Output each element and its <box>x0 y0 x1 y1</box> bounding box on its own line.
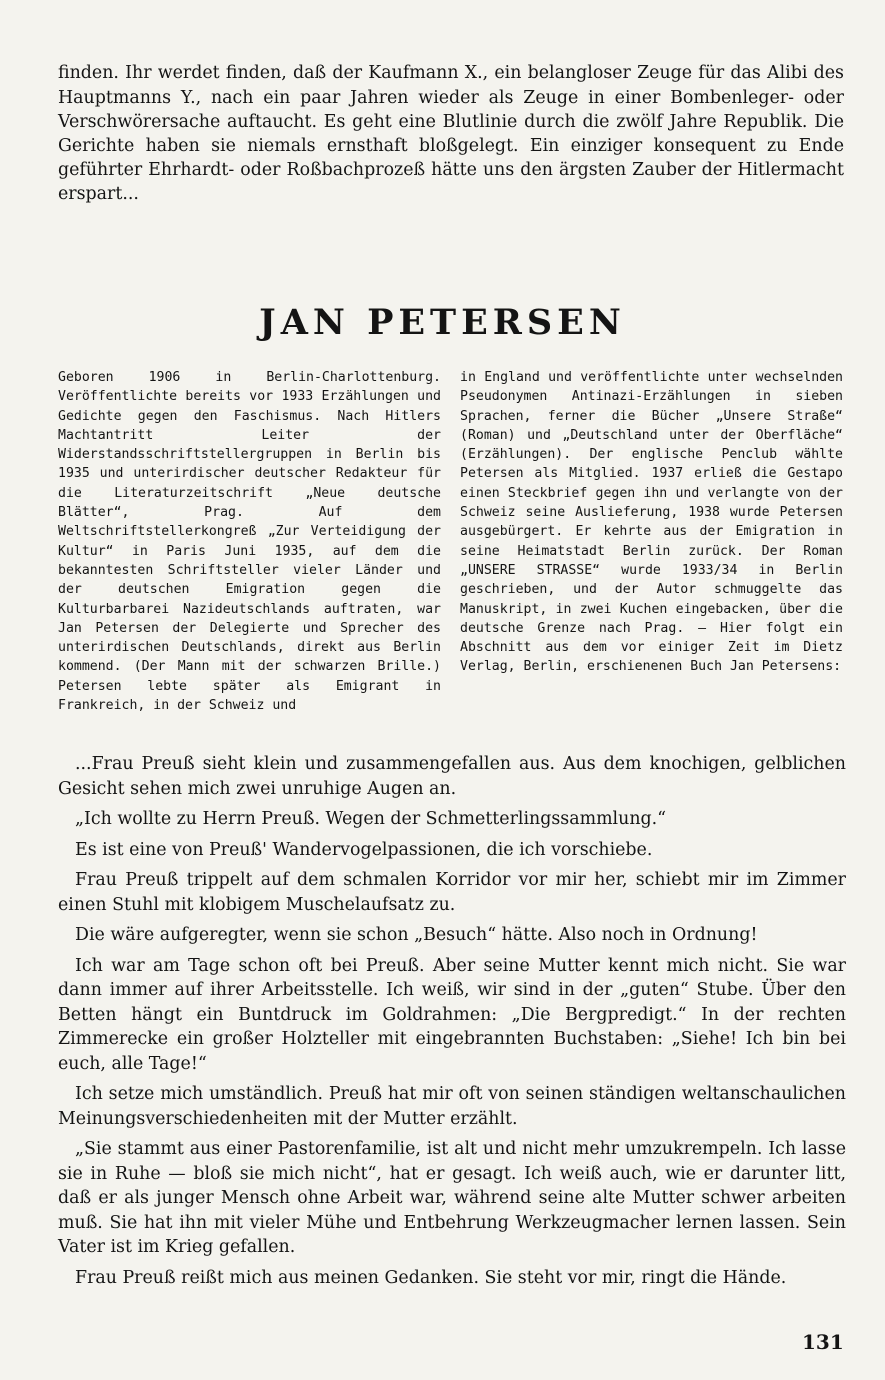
story-paragraph: Ich setze mich umständlich. Preuß hat mir oft von seinen ständigen weltanschaulichen Meinungsverschiedenheiten mit der Mutter erzählt. <box>58 1084 846 1129</box>
page-number: 131 <box>802 1330 844 1354</box>
story-paragraph: Ich war am Tage schon oft bei Preuß. Aber seine Mutter kennt mich nicht. Sie war dann immer auf ihrer Arbeitsstelle. Ich weiß, wir sind in der „guten“ Stube. Über den Betten hängt ein Buntdruck im Goldrahmen: „Die Bergpredigt.“ In der rechten Zimmerecke ein großer Holzteller mit eingebrannten Buchstaben: „Siehe! Ich bin bei euch, alle Tage!“ <box>58 955 846 1074</box>
story-paragraph: Frau Preuß trippelt auf dem schmalen Korridor vor mir her, schiebt mir im Zimmer einen Stuhl mit klobigem Muschelaufsatz zu. <box>58 870 846 915</box>
story-paragraph: Frau Preuß reißt mich aus meinen Gedanken. Sie steht vor mir, ringt die Hände. <box>75 1267 787 1288</box>
story-paragraph: „Ich wollte zu Herrn Preuß. Wegen der Schmetterlingssammlung.“ <box>75 809 667 829</box>
intro-paragraph: finden. Ihr werdet finden, daß der Kaufmann X., ein belangloser Zeuge für das Alibi des Hauptmanns Y., nach ein paar Jahren wieder als Zeuge in einer Bombenleger- oder Verschwörersache auftaucht. Es geht eine Blutlinie durch die zwölf Jahre Republik. Die Gerichte haben sie niemals ernsthaft bloßgelegt. Ein einziger konsequent zu Ende geführter Ehrhardt- oder Roßbachprozeß hätte uns den ärgsten Zauber der Hitlermacht erspart... <box>58 63 844 205</box>
story-paragraph: „Sie stammt aus einer Pastorenfamilie, ist alt und nicht mehr umzukrempeln. Ich lasse sie in Ruhe — bloß sie mich nicht“, hat er gesagt. Ich weiß auch, wie er darunter litt, daß er als junger Mensch ohne Arbeit war, während seine alte Mutter schwer arbeiten muß. Sie hat ihn mit vieler Mühe und Entbehrung Werkzeugmacher lernen lassen. Sein Vater ist im Krieg gefallen. <box>58 1139 846 1257</box>
story-paragraph: ...Frau Preuß sieht klein und zusammengefallen aus. Aus dem knochigen, gelblichen Gesicht sehen mich zwei unruhige Augen an. <box>58 754 846 799</box>
story-paragraph: Die wäre aufgeregter, wenn sie schon „Besuch“ hätte. Also noch in Ordnung! <box>75 925 758 945</box>
story-excerpt <box>58 752 846 1296</box>
story-paragraph: Es ist eine von Preuß' Wandervogelpassionen, die ich vorschiebe. <box>75 839 653 860</box>
biography-column-right: in England und veröffentlichte unter wechselnden Pseudonymen Antinazi-Erzählungen in sieben Sprachen, ferner die Bücher „Unsere Straße“ (Roman) und „Deutschland unter der Oberfläche“ (Erzählungen). Der englische Penclub wählte Petersen als Mitglied. 1937 erließ die Gestapo einen Steckbrief gegen ihn und verlangte von der Schweiz seine Auslieferung, 1938 wurde Petersen ausgebürgert. Er kehrte aus der Emigration in seine Heimatstadt Berlin zurück. Der Roman „UNSERE STRASSE“ wurde 1933/34 in Berlin geschrieben, und der Autor schmuggelte das Manuskript, in zwei Kuchen eingebacken, über die deutsche Grenze nach Prag. — Hier folgt ein Abschnitt aus dem vor einiger Zeit im Dietz Verlag, Berlin, erschienenen Buch Jan Petersens: <box>460 370 843 675</box>
section-title: JAN PETERSEN <box>259 302 626 343</box>
biography-column-left: Geboren 1906 in Berlin-Charlottenburg. Veröffentlichte bereits vor 1933 Erzählungen und Gedichte gegen den Faschismus. Nach Hitlers Machtantritt Leiter der Widerstandsschriftstellergruppen in Berlin bis 1935 und unterirdischer deutscher Redakteur für die Literaturzeitschrift „Neue deutsche Blätter“, Prag. Auf dem Weltschriftstellerkongreß „Zur Verteidigung der Kultur“ in Paris Juni 1935, auf dem die bekanntesten Schriftsteller vieler Länder und der deutschen Emigration gegen die Kulturbarbarei Nazideutschlands auftraten, war Jan Petersen der Delegierte und Sprecher des unterirdischen Deutschlands, direkt aus Berlin kommend. (Der Mann mit der schwarzen Brille.) Petersen lebte später als Emigrant in Frankreich, in der Schweiz und <box>58 370 441 714</box>
